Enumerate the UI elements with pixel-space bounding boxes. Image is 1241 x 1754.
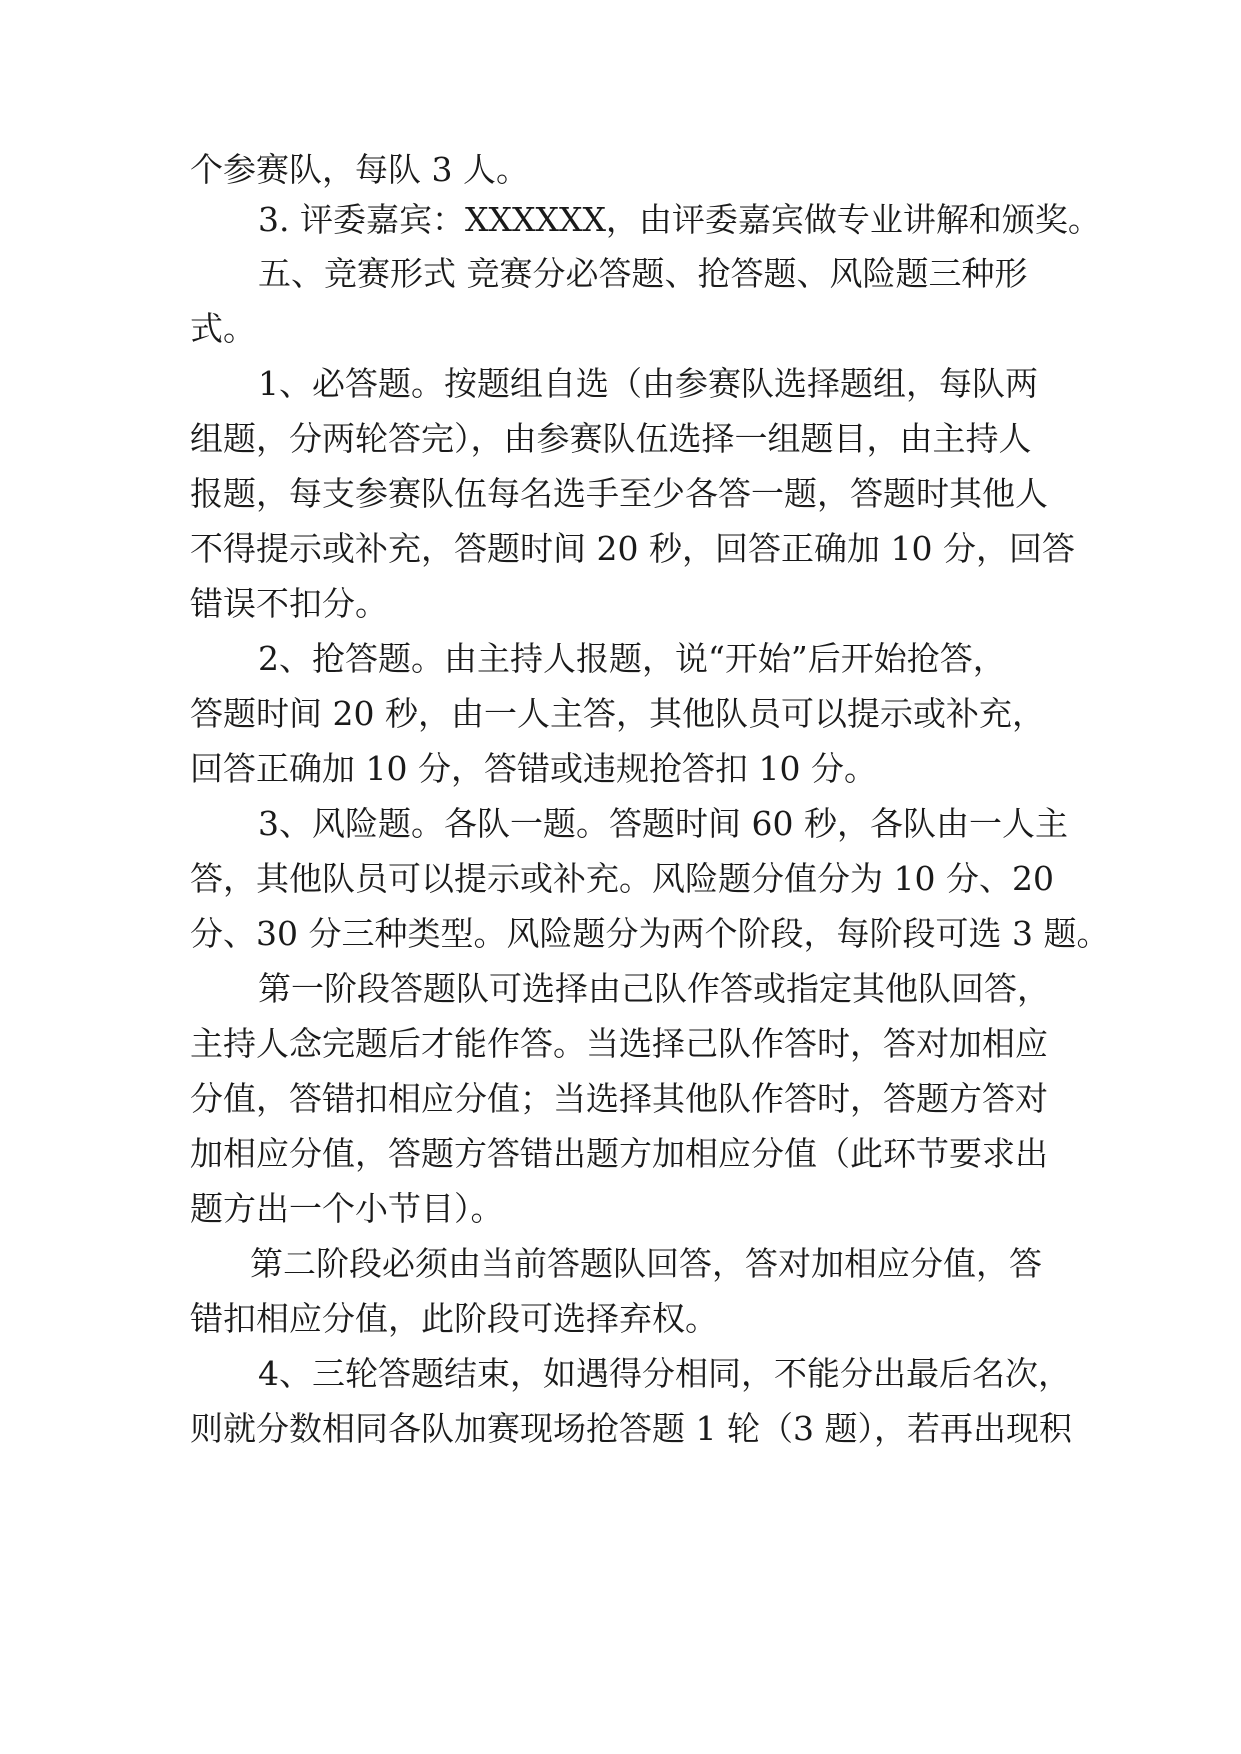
text-line: 第二阶段必须由当前答题队回答，答对加相应分值，答	[250, 1244, 1042, 1283]
text-line: 不得提示或补充，答题时间 20 秒，回答正确加 10 分，回答	[190, 529, 1075, 568]
text-line: 报题，每支参赛队伍每名选手至少各答一题，答题时其他人	[190, 474, 1048, 513]
text-line: 1、必答题。按题组自选（由参赛队选择题组，每队两	[258, 364, 1038, 403]
text-line: 答，其他队员可以提示或补充。风险题分值分为 10 分、20	[190, 859, 1054, 898]
text-line: 4、三轮答题结束，如遇得分相同，不能分出最后名次，	[258, 1354, 1071, 1393]
text-line: 加相应分值，答题方答错出题方加相应分值（此环节要求出	[190, 1134, 1048, 1173]
text-line: 第一阶段答题队可选择由己队作答或指定其他队回答，	[258, 969, 1050, 1008]
text-line: 题方出一个小节目）。	[190, 1189, 504, 1228]
text-line: 回答正确加 10 分，答错或违规抢答扣 10 分。	[190, 749, 877, 788]
text-line: 则就分数相同各队加赛现场抢答题 1 轮（3 题），若再出现积	[190, 1409, 1072, 1448]
text-line: 分值，答错扣相应分值；当选择其他队作答时，答题方答对	[190, 1079, 1048, 1118]
text-line: 主持人念完题后才能作答。当选择己队作答时，答对加相应	[190, 1024, 1048, 1063]
text-line: 3、风险题。各队一题。答题时间 60 秒，各队由一人主	[258, 804, 1068, 843]
text-line: 五、竞赛形式 竞赛分必答题、抢答题、风险题三种形	[258, 254, 1028, 293]
text-line: 答题时间 20 秒，由一人主答，其他队员可以提示或补充，	[190, 694, 1045, 733]
text-line: 组题，分两轮答完），由参赛队伍选择一组题目，由主持人	[190, 419, 1032, 458]
text-line: 错扣相应分值，此阶段可选择弃权。	[190, 1299, 718, 1338]
text-line: 错误不扣分。	[190, 584, 388, 623]
text-line: 2、抢答题。由主持人报题，说“开始”后开始抢答，	[258, 639, 1006, 678]
text-line: 式。	[190, 309, 256, 348]
text-line: 3. 评委嘉宾：XXXXXX，由评委嘉宾做专业讲解和颁奖。	[258, 200, 1101, 239]
text-line: 个参赛队，每队 3 人。	[190, 150, 529, 189]
text-line: 分、30 分三种类型。风险题分为两个阶段，每阶段可选 3 题。	[190, 914, 1110, 953]
